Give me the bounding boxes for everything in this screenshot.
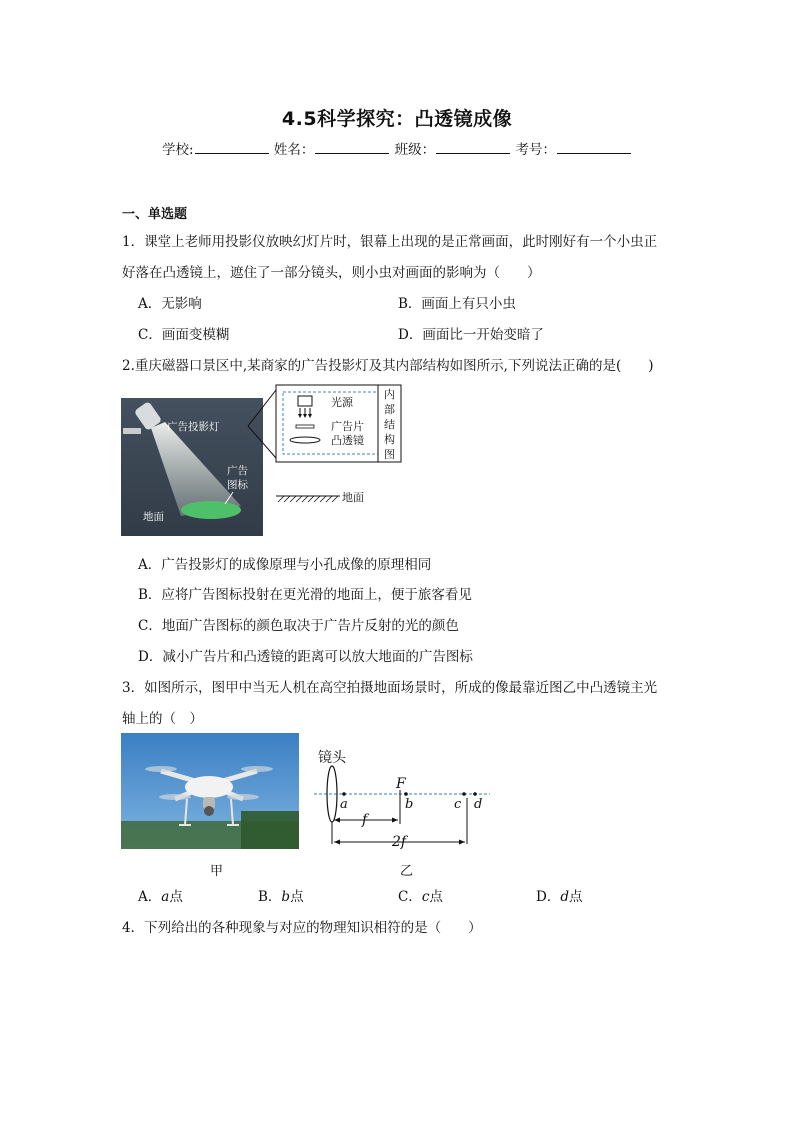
q3-option-c[interactable]: C．c点 [398, 889, 443, 905]
drone-photo [121, 733, 299, 849]
q3-line-2: 轴上的（ ） [122, 711, 203, 727]
photo-logo-label-2: 图标 [227, 479, 248, 491]
name-blank[interactable] [315, 141, 389, 154]
q3-option-a[interactable]: A．a点 [138, 889, 183, 905]
number-blank[interactable] [557, 141, 631, 154]
lens-label: 凸透镜 [331, 434, 364, 447]
q1-option-a[interactable]: A．无影响 [138, 296, 202, 312]
q3-option-d[interactable]: D．d点 [536, 889, 583, 905]
school-blank[interactable] [195, 141, 269, 154]
caption-yi: 乙 [400, 864, 414, 879]
side-label-1: 内 [384, 388, 395, 401]
photo-ground-label: 地面 [143, 511, 164, 523]
name-label: 姓名： [273, 142, 315, 158]
ground-label: 地面 [342, 491, 364, 504]
label-f: f [362, 812, 368, 828]
q2-option-c[interactable]: C．地面广告图标的颜色取决于广告片反射的光的颜色 [138, 618, 459, 634]
label-b: b [405, 797, 414, 812]
q2-line-1: 2.重庆磁器口景区中,某商家的广告投影灯及其内部结构如图所示,下列说法正确的是( ) [122, 358, 654, 374]
projector-structure-diagram [228, 384, 408, 514]
q1-line-2: 好落在凸透镜上，遮住了一部分镜头，则小虫对画面的影响为（ ） [122, 265, 541, 281]
photo-lamp-label: 广告投影灯 [167, 421, 220, 433]
lens-axis-diagram [312, 742, 502, 882]
q2-option-a[interactable]: A．广告投影灯的成像原理与小孔成像的原理相同 [138, 557, 432, 573]
page-title: 4.5科学探究：凸透镜成像 [281, 108, 513, 130]
label-d: d [474, 797, 483, 812]
q2-option-d[interactable]: D．减小广告片和凸透镜的距离可以放大地面的广告图标 [138, 649, 473, 665]
point-c [462, 792, 466, 796]
school-label: 学校: [162, 142, 194, 158]
label-c: c [454, 797, 462, 812]
class-label: 班级： [394, 142, 436, 158]
photo-logo-label-1: 广告 [227, 465, 248, 477]
film-label: 广告片 [331, 420, 364, 433]
side-label-4: 构 [384, 433, 395, 446]
caption-jia: 甲 [210, 864, 224, 879]
point-b [404, 792, 408, 796]
point-a [342, 792, 346, 796]
q4-line-1: 4．下列给出的各种现象与对应的物理知识相符的是（ ） [122, 920, 482, 936]
q3-line-1: 3．如图所示，图甲中当无人机在高空拍摄地面场景时，所成的像最靠近图乙中凸透镜主光 [122, 680, 658, 696]
side-label-3: 结 [384, 418, 395, 431]
lens-icon [290, 437, 320, 443]
student-info-line [0, 138, 794, 158]
side-label-2: 部 [384, 403, 395, 416]
side-label-5: 图 [384, 448, 395, 461]
q1-option-d[interactable]: D．画面比一开始变暗了 [398, 327, 544, 343]
q3-option-b[interactable]: B．b点 [258, 889, 304, 905]
number-label: 考号： [515, 142, 556, 158]
q2-option-b[interactable]: B．应将广告图标投射在更光滑的地面上，便于旅客看见 [138, 587, 472, 603]
section-title: 一、单选题 [122, 207, 188, 222]
class-blank[interactable] [436, 141, 510, 154]
label-2f: 2f [392, 834, 407, 850]
light-source-icon [298, 396, 312, 406]
source-label: 光源 [331, 396, 353, 409]
q1-option-b[interactable]: B．画面上有只小虫 [398, 296, 516, 312]
film-icon [296, 425, 314, 428]
label-a: a [340, 797, 348, 812]
q1-option-c[interactable]: C．画面变模糊 [138, 327, 230, 343]
point-d [473, 792, 477, 796]
label-F: F [396, 776, 406, 792]
q1-line-1: 1．课堂上老师用投影仪放映幻灯片时，银幕上出现的是正常画面，此时刚好有一个小虫正 [122, 234, 658, 250]
lens-label: 镜头 [318, 750, 346, 766]
